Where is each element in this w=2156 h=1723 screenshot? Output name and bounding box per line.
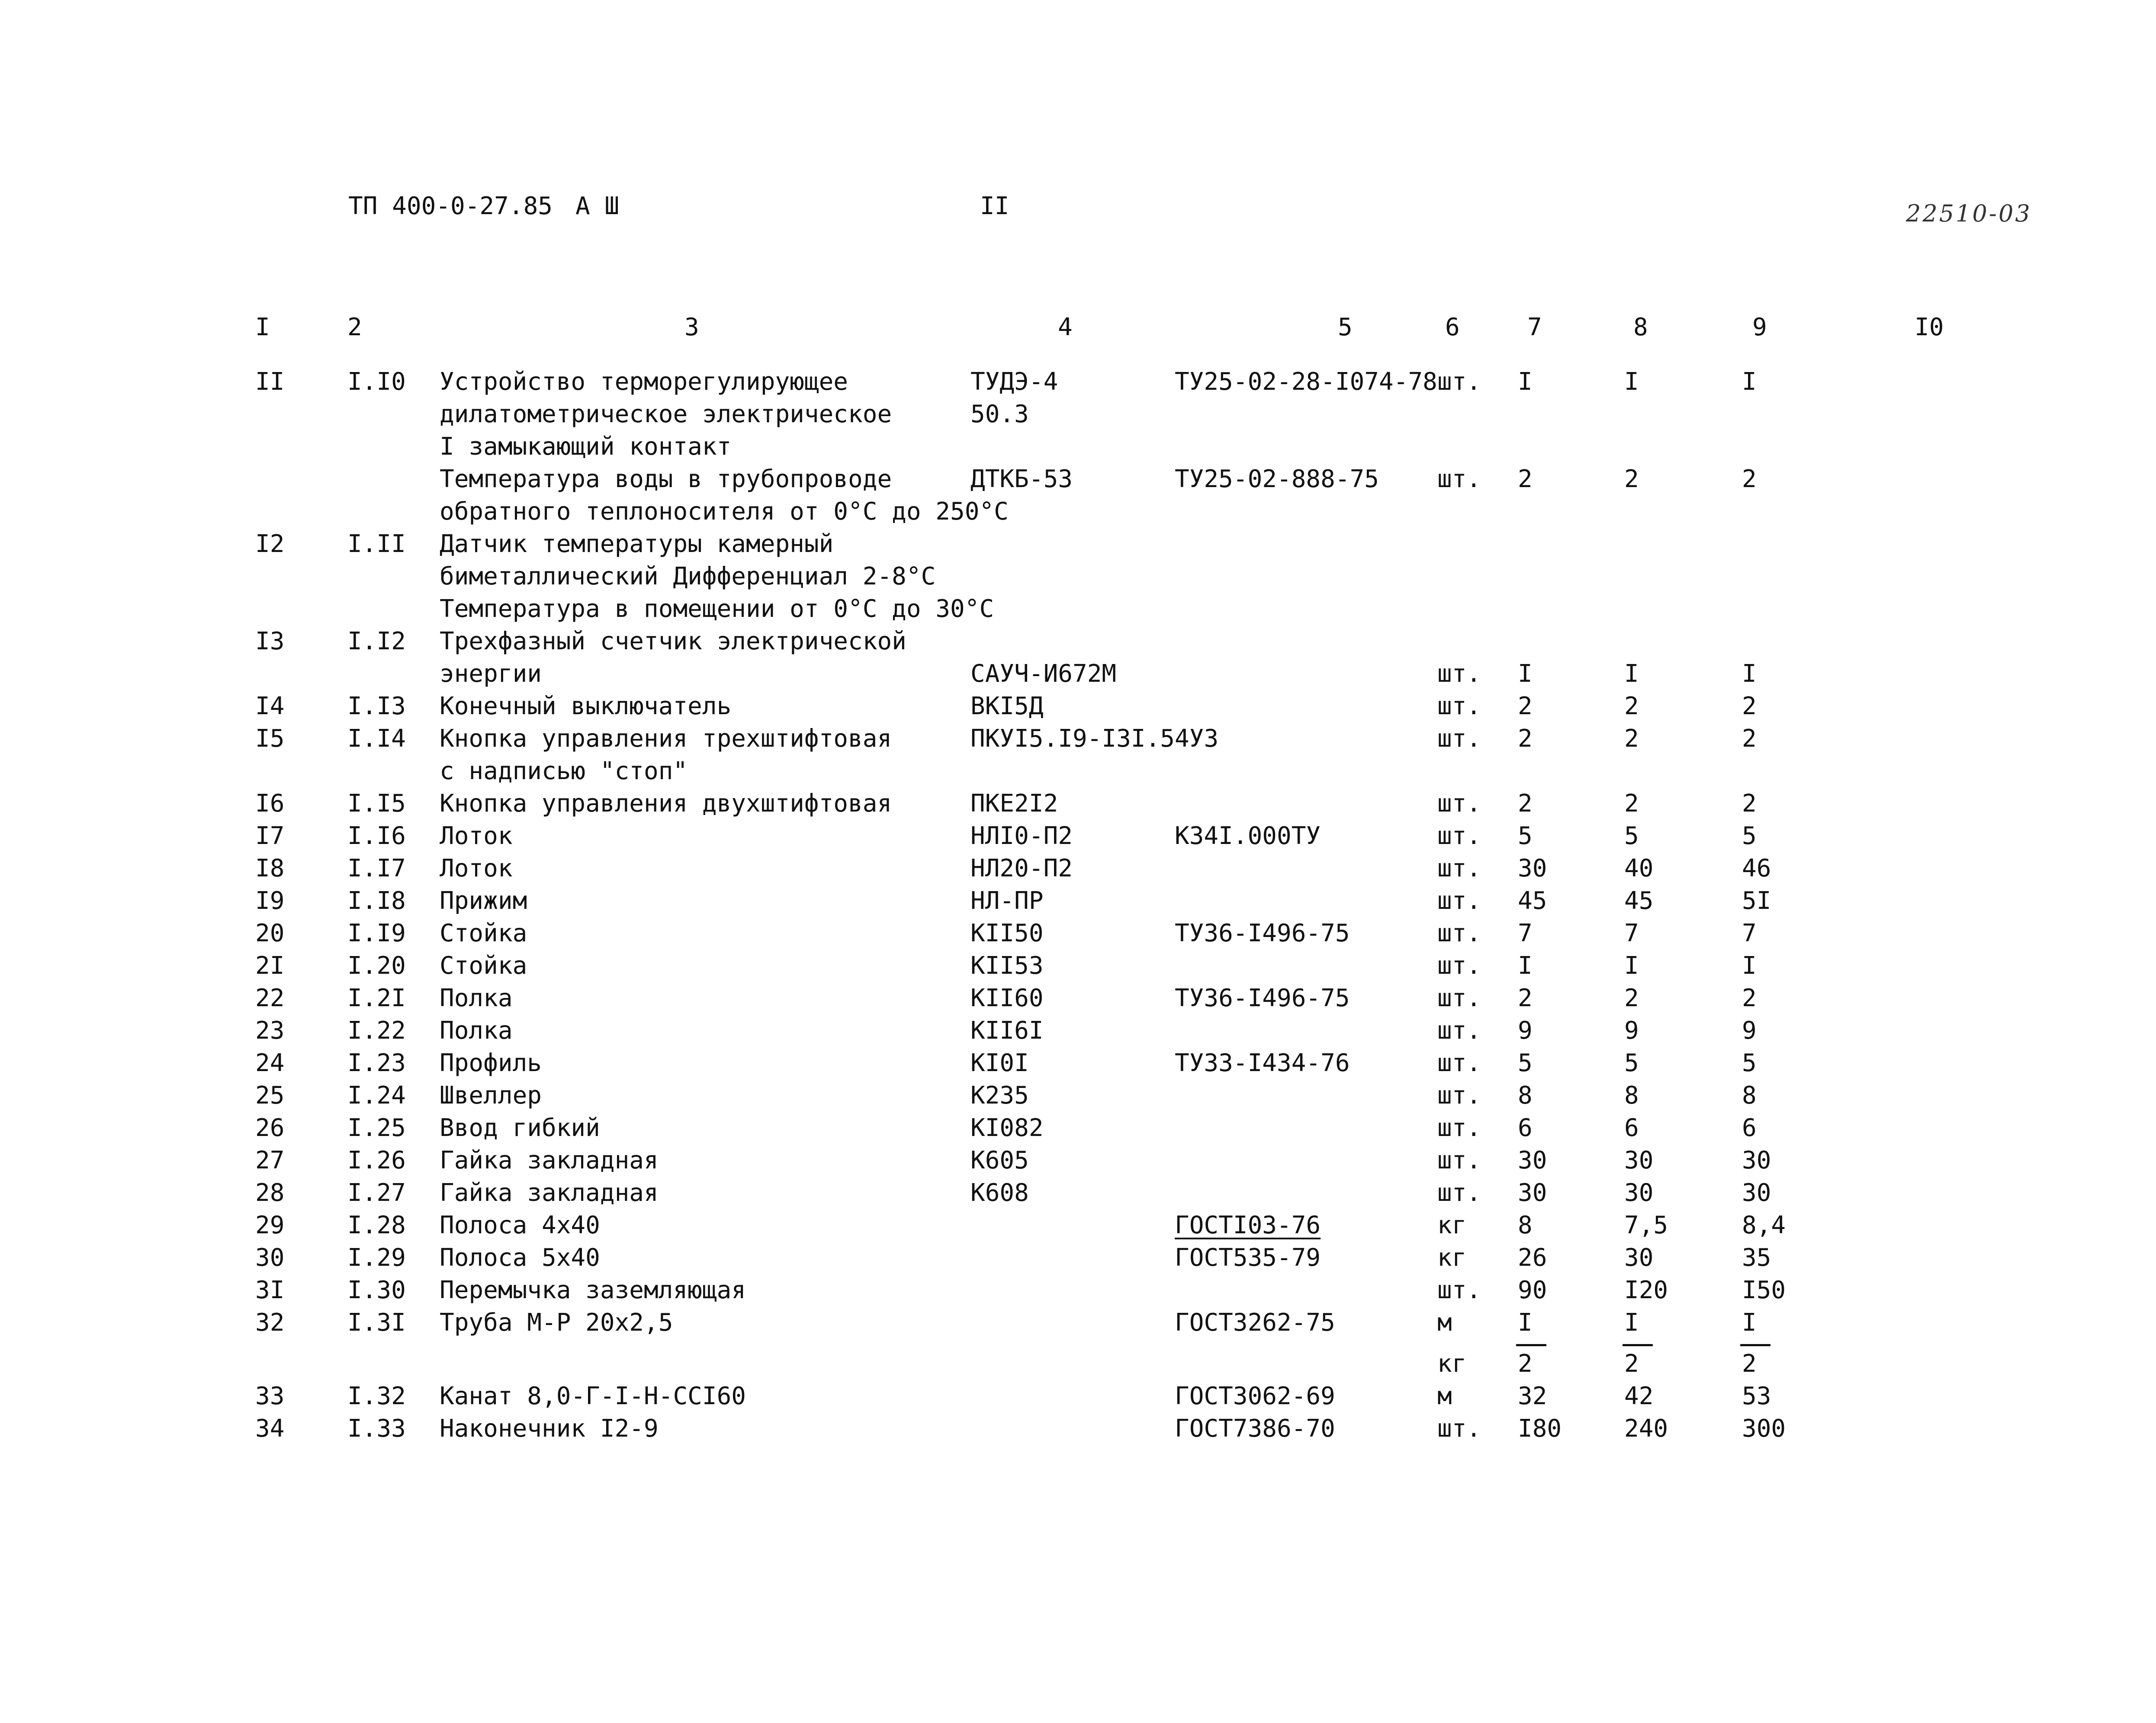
row-number: 34 [255, 1415, 285, 1443]
row-number: 33 [255, 1382, 285, 1410]
position-code: I.24 [347, 1081, 406, 1110]
quantity-col7: 2 [1518, 789, 1533, 818]
position-code: I.I6 [347, 822, 406, 850]
item-name: Гайка закладная [440, 1146, 659, 1174]
item-name: с надписью "стоп" [440, 757, 688, 785]
fraction-bar [1740, 1344, 1770, 1346]
table-row [0, 1079, 2156, 1112]
item-name: биметаллический Дифференциал 2-8°С [440, 562, 936, 590]
quantity-col7: I [1518, 660, 1533, 688]
table-row [0, 1412, 2156, 1445]
quantity-col9: 6 [1742, 1114, 1757, 1142]
position-code: I.3I [347, 1309, 406, 1337]
table-row [0, 820, 2156, 852]
unit: шт. [1437, 1017, 1481, 1045]
quantity-col8: I [1624, 1309, 1639, 1337]
quantity-col9: 5I [1742, 887, 1771, 915]
quantity-col9: 2 [1742, 692, 1757, 720]
row-number: 32 [255, 1309, 285, 1337]
table-row [0, 1306, 2156, 1380]
table-row [0, 787, 2156, 820]
position-code: I.II [347, 530, 406, 558]
quantity-col7: I [1518, 952, 1533, 980]
row-number: I5 [255, 725, 285, 753]
row-number: I9 [255, 887, 285, 915]
unit: шт. [1437, 952, 1481, 980]
item-name: Наконечник I2-9 [440, 1415, 659, 1443]
table-row [0, 1177, 2156, 1209]
item-name: Полоса 4х40 [440, 1211, 600, 1239]
item-name: дилатометрическое электрическое [440, 400, 892, 428]
unit: шт. [1437, 919, 1481, 947]
document-code: ТП 400-0-27.85 [348, 192, 553, 220]
quantity-col7: 32 [1518, 1382, 1547, 1410]
quantity-col9: 2 [1742, 984, 1757, 1012]
item-name: Лоток [440, 822, 513, 850]
quantity-col8: 42 [1624, 1382, 1654, 1410]
quantity-col7: 2 [1518, 465, 1533, 493]
standard-reference: ГОСТI03-76 [1175, 1211, 1321, 1239]
position-code: I.I5 [347, 789, 406, 818]
quantity-col8: 45 [1624, 887, 1654, 915]
item-name: Полка [440, 984, 513, 1012]
quantity-col8: 6 [1624, 1114, 1639, 1142]
unit: шт. [1437, 660, 1481, 688]
unit: шт. [1437, 854, 1481, 882]
item-name: Стойка [440, 952, 527, 980]
standard-reference: ТУ36-I496-75 [1175, 919, 1350, 947]
row-number: II [255, 368, 285, 396]
unit: шт. [1437, 1114, 1481, 1142]
item-type: К608 [970, 1179, 1029, 1207]
position-code: I.I7 [347, 854, 406, 882]
position-code: I.23 [347, 1049, 406, 1077]
item-name: Труба М-Р 20х2,5 [440, 1309, 673, 1337]
position-code: I.25 [347, 1114, 406, 1142]
item-name: Конечный выключатель [440, 692, 732, 720]
quantity-col7: 30 [1518, 854, 1547, 882]
item-type: КI0I [970, 1049, 1029, 1077]
quantity-col8: 5 [1624, 822, 1639, 850]
item-name: Перемычка заземляющая [440, 1276, 746, 1304]
table-row [0, 885, 2156, 917]
quantity-col7: I [1518, 368, 1533, 396]
row-number: 30 [255, 1244, 285, 1272]
position-code: I.I2 [347, 627, 406, 655]
quantity-col8: 8 [1624, 1081, 1639, 1110]
quantity-col9: 2 [1742, 725, 1757, 753]
standard-reference: ГОСТ3262-75 [1175, 1309, 1335, 1337]
unit: шт. [1437, 1415, 1481, 1443]
quantity-col8: 30 [1624, 1179, 1654, 1207]
quantity-col7: 8 [1518, 1211, 1533, 1239]
item-name: Швеллер [440, 1081, 542, 1110]
unit: шт. [1437, 725, 1481, 753]
table-row [0, 1112, 2156, 1144]
quantity-col7: 8 [1518, 1081, 1533, 1110]
item-name: Температура воды в трубопроводе [440, 465, 892, 493]
quantity-col9: 5 [1742, 1049, 1757, 1077]
standard-reference: К34I.000ТУ [1175, 822, 1321, 850]
unit: шт. [1437, 1276, 1481, 1304]
row-number: 29 [255, 1211, 285, 1239]
position-code: I.I0 [347, 368, 406, 396]
standard-reference: ГОСТ3062-69 [1175, 1382, 1335, 1410]
row-number: I4 [255, 692, 285, 720]
quantity-col8: I20 [1624, 1276, 1668, 1304]
table-row [0, 528, 2156, 625]
quantity-col8: I [1624, 368, 1639, 396]
position-code: I.30 [347, 1276, 406, 1304]
standard-reference: ТУ25-02-888-75 [1175, 465, 1379, 493]
row-number: 26 [255, 1114, 285, 1142]
item-name: Датчик температуры камерный [440, 530, 834, 558]
column-number: 6 [1445, 313, 1460, 341]
unit: шт. [1437, 1179, 1481, 1207]
position-code: I.I8 [347, 887, 406, 915]
item-type: КII60 [970, 984, 1044, 1012]
quantity-col8: 2 [1624, 789, 1639, 818]
quantity-col9: 9 [1742, 1017, 1757, 1045]
row-number: 2I [255, 952, 285, 980]
quantity-col7: 2 [1518, 725, 1533, 753]
unit: шт. [1437, 1081, 1481, 1110]
unit: шт. [1437, 1146, 1481, 1174]
column-number: 5 [1338, 313, 1353, 341]
row-number: 28 [255, 1179, 285, 1207]
quantity-col7: 6 [1518, 1114, 1533, 1142]
item-name: Стойка [440, 919, 527, 947]
quantity-col8: 240 [1624, 1415, 1668, 1443]
row-number: 24 [255, 1049, 285, 1077]
unit: шт. [1437, 984, 1481, 1012]
table-row [0, 463, 2156, 528]
row-number: I3 [255, 627, 285, 655]
item-type: КII53 [970, 952, 1044, 980]
item-type: ДТКБ-53 [970, 465, 1073, 493]
row-number: 23 [255, 1017, 285, 1045]
unit: м [1437, 1309, 1452, 1337]
item-name: Температура в помещении от 0°С до 30°С [440, 595, 994, 623]
quantity-col9: I [1742, 660, 1757, 688]
quantity-col8: 2 [1624, 692, 1639, 720]
item-type: КII50 [970, 919, 1044, 947]
item-name: Трехфазный счетчик электрической [440, 627, 906, 655]
unit: шт. [1437, 822, 1481, 850]
item-type: К235 [970, 1081, 1029, 1110]
quantity-col8: 5 [1624, 1049, 1639, 1077]
quantity-col9: 7 [1742, 919, 1757, 947]
item-name: Устройство терморегулирующее [440, 368, 848, 396]
row-number: 3I [255, 1276, 285, 1304]
fraction-bar [1623, 1344, 1653, 1346]
quantity-col9: 8,4 [1742, 1211, 1786, 1239]
quantity-col8: 7 [1624, 919, 1639, 947]
quantity-col7: I [1518, 1309, 1533, 1337]
quantity-col9: 2 [1742, 789, 1757, 818]
unit: шт. [1437, 465, 1481, 493]
position-code: I.26 [347, 1146, 406, 1174]
fraction-bar [1516, 1344, 1546, 1346]
table-row [0, 982, 2156, 1014]
item-name: Полка [440, 1017, 513, 1045]
unit: шт. [1437, 789, 1481, 818]
item-name: Профиль [440, 1049, 542, 1077]
item-name: Лоток [440, 854, 513, 882]
item-name: Прижим [440, 887, 527, 915]
unit: шт. [1437, 692, 1481, 720]
table-row [0, 1209, 2156, 1242]
quantity-col8: I [1624, 952, 1639, 980]
position-code: I.20 [347, 952, 406, 980]
position-code: I.27 [347, 1179, 406, 1207]
item-name: обратного теплоносителя от 0°С до 250°С [440, 497, 1009, 526]
standard-reference: ТУ36-I496-75 [1175, 984, 1350, 1012]
unit-secondary: кг [1437, 1350, 1467, 1378]
item-name: Полоса 5х40 [440, 1244, 600, 1272]
item-type: ПКУI5.I9-I3I.54УЗ [970, 725, 1219, 753]
quantity-col9: 5 [1742, 822, 1757, 850]
standard-reference: ТУЗЗ-I434-76 [1175, 1049, 1350, 1077]
quantity-col7: 45 [1518, 887, 1547, 915]
position-code: I.I3 [347, 692, 406, 720]
quantity-col7: 30 [1518, 1179, 1547, 1207]
quantity-col8: 30 [1624, 1146, 1654, 1174]
column-number: I0 [1915, 313, 1944, 341]
quantity-col8: 7,5 [1624, 1211, 1668, 1239]
row-number: I2 [255, 530, 285, 558]
quantity-col8: 30 [1624, 1244, 1654, 1272]
unit: кг [1437, 1211, 1467, 1239]
position-code: I.29 [347, 1244, 406, 1272]
quantity-col9: 53 [1742, 1382, 1771, 1410]
position-code: I.22 [347, 1017, 406, 1045]
table-row [0, 366, 2156, 463]
table-row [0, 852, 2156, 885]
quantity-col9: I [1742, 368, 1757, 396]
quantity-col8: 40 [1624, 854, 1654, 882]
item-type: ТУДЭ-4 [970, 368, 1058, 396]
quantity-col7: 5 [1518, 1049, 1533, 1077]
table-row [0, 1380, 2156, 1412]
quantity-col9: I [1742, 952, 1757, 980]
quantity-col7: 2 [1518, 692, 1533, 720]
table-row [0, 1242, 2156, 1274]
quantity-col7-secondary: 2 [1518, 1350, 1533, 1378]
quantity-col8: 2 [1624, 725, 1639, 753]
item-name: Кнопка управления трехштифтовая [440, 725, 892, 753]
position-code: I.28 [347, 1211, 406, 1239]
quantity-col7: 7 [1518, 919, 1533, 947]
position-code: I.32 [347, 1382, 406, 1410]
standard-reference: ТУ25-02-28-I074-78 [1175, 368, 1437, 396]
quantity-col9: 2 [1742, 465, 1757, 493]
quantity-col9-secondary: 2 [1742, 1350, 1757, 1378]
unit: кг [1437, 1244, 1467, 1272]
row-number: 20 [255, 919, 285, 947]
quantity-col8: 2 [1624, 465, 1639, 493]
item-name: Ввод гибкий [440, 1114, 600, 1142]
quantity-col8-secondary: 2 [1624, 1350, 1639, 1378]
column-number: I [255, 313, 270, 341]
quantity-col8: I [1624, 660, 1639, 688]
quantity-col9: I50 [1742, 1276, 1786, 1304]
quantity-col7: 9 [1518, 1017, 1533, 1045]
column-number: 8 [1633, 313, 1648, 341]
quantity-col7: 2 [1518, 984, 1533, 1012]
item-type: САУЧ-И672М [970, 660, 1117, 688]
quantity-col9: 46 [1742, 854, 1771, 882]
quantity-col7: I80 [1518, 1415, 1562, 1443]
quantity-col7: 26 [1518, 1244, 1547, 1272]
standard-reference: ГОСТ7386-70 [1175, 1415, 1335, 1443]
quantity-col9: 35 [1742, 1244, 1771, 1272]
page-number: II [980, 192, 1009, 220]
quantity-col9: 30 [1742, 1179, 1771, 1207]
item-type: НЛ-ПР [970, 887, 1044, 915]
item-type: НЛ20-П2 [970, 854, 1073, 882]
column-number: 4 [1058, 313, 1073, 341]
unit: шт. [1437, 368, 1481, 396]
row-number: 27 [255, 1146, 285, 1174]
item-name: энергии [440, 660, 542, 688]
quantity-col9: 300 [1742, 1415, 1786, 1443]
column-number: 9 [1752, 313, 1767, 341]
quantity-col7: 5 [1518, 822, 1533, 850]
unit: м [1437, 1382, 1452, 1410]
inventory-stamp: 22510-03 [1906, 200, 2032, 227]
item-name: Гайка закладная [440, 1179, 659, 1207]
item-type: КII6I [970, 1017, 1044, 1045]
position-code: I.2I [347, 984, 406, 1012]
table-row [0, 1014, 2156, 1047]
row-number: 22 [255, 984, 285, 1012]
position-code: I.I4 [347, 725, 406, 753]
table-row [0, 950, 2156, 982]
row-number: I8 [255, 854, 285, 882]
position-code: I.I9 [347, 919, 406, 947]
table-row [0, 722, 2156, 787]
quantity-col7: 30 [1518, 1146, 1547, 1174]
table-row [0, 1047, 2156, 1079]
quantity-col9: 30 [1742, 1146, 1771, 1174]
row-number: I6 [255, 789, 285, 818]
position-code: I.33 [347, 1415, 406, 1443]
item-name: Кнопка управления двухштифтовая [440, 789, 892, 818]
table-row [0, 690, 2156, 722]
quantity-col7: 90 [1518, 1276, 1547, 1304]
quantity-col8: 2 [1624, 984, 1639, 1012]
table-row [0, 917, 2156, 950]
item-type: ПКЕ2I2 [970, 789, 1058, 818]
table-row [0, 1274, 2156, 1306]
column-number: 7 [1527, 313, 1542, 341]
row-number: 25 [255, 1081, 285, 1110]
table-row [0, 1144, 2156, 1177]
album-label: А Ш [575, 192, 620, 220]
table-row [0, 625, 2156, 690]
standard-reference: ГОСТ535-79 [1175, 1244, 1321, 1272]
row-number: I7 [255, 822, 285, 850]
quantity-col9: I [1742, 1309, 1757, 1337]
item-type: НЛI0-П2 [970, 822, 1073, 850]
column-number: 2 [347, 313, 362, 341]
item-type: ВКI5Д [970, 692, 1044, 720]
quantity-col8: 9 [1624, 1017, 1639, 1045]
item-type: К605 [970, 1146, 1029, 1174]
item-type: КI082 [970, 1114, 1044, 1142]
column-number: 3 [684, 313, 699, 341]
item-name: I замыкающий контакт [440, 433, 732, 461]
quantity-col9: 8 [1742, 1081, 1757, 1110]
unit: шт. [1437, 887, 1481, 915]
item-name: Канат 8,0-Г-I-Н-ССI60 [440, 1382, 746, 1410]
unit: шт. [1437, 1049, 1481, 1077]
item-type: 50.3 [970, 400, 1029, 428]
